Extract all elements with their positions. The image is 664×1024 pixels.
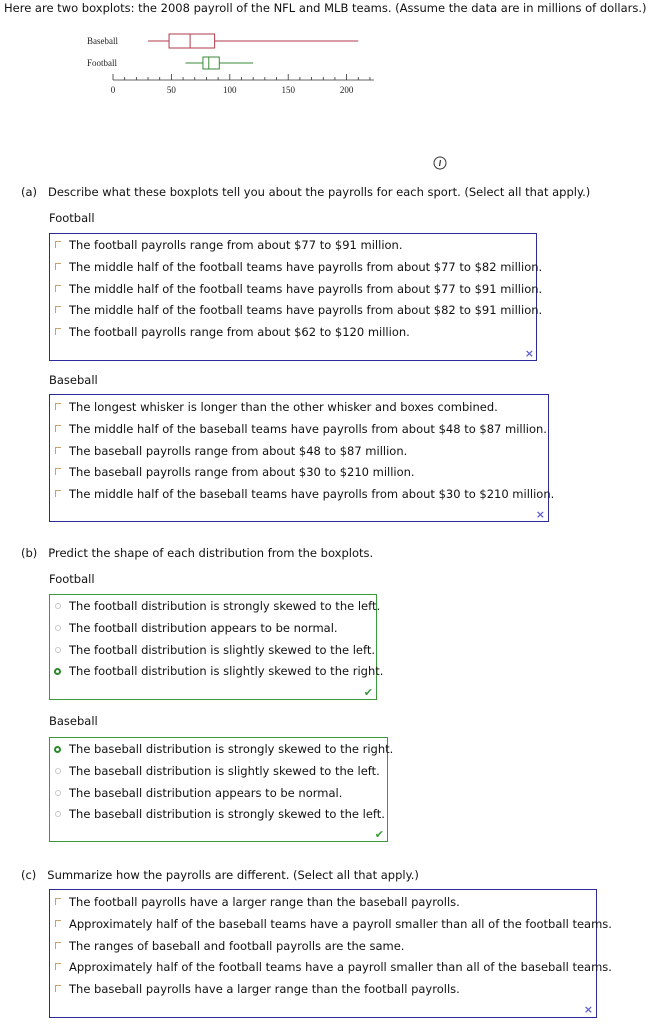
checkbox-icon[interactable] <box>54 897 62 907</box>
incorrect-icon: × <box>535 508 545 521</box>
option-checkbox[interactable]: The baseball payrolls range from about $48 to $87 million. <box>50 441 407 461</box>
option-checkbox[interactable]: The middle half of the baseball teams have payrolls from about $30 to $210 million. <box>50 484 554 504</box>
radio-selected-icon[interactable] <box>54 744 62 754</box>
correct-check-icon: ✔ <box>374 828 384 841</box>
option-radio[interactable]: The football distribution is strongly skewed to the left. <box>50 596 380 616</box>
checkbox-icon[interactable] <box>54 962 62 972</box>
checkbox-icon[interactable] <box>54 919 62 929</box>
boxplot-chart <box>0 28 400 100</box>
radio-icon[interactable] <box>54 809 62 819</box>
radio-selected-icon[interactable] <box>54 666 62 676</box>
radio-icon[interactable] <box>54 601 62 611</box>
radio-icon[interactable] <box>54 623 62 633</box>
checkbox-icon[interactable] <box>54 240 62 250</box>
option-radio-selected[interactable]: The baseball distribution is strongly skewed to the right. <box>50 739 393 759</box>
x-tick-label: 200 <box>339 85 354 95</box>
checkbox-icon[interactable] <box>54 489 62 499</box>
football-box <box>203 57 219 69</box>
option-checkbox[interactable]: The baseball payrolls range from about $30 to $210 million. <box>50 462 415 482</box>
option-checkbox[interactable]: The football payrolls range from about $77 to $91 million. <box>50 235 403 255</box>
x-tick-label: 150 <box>281 85 295 95</box>
info-icon[interactable] <box>433 156 447 170</box>
checkbox-icon[interactable] <box>54 402 62 412</box>
option-checkbox[interactable]: The football payrolls have a larger range than the baseball payrolls. <box>50 892 460 912</box>
part-b-baseball-heading: Baseball <box>49 714 98 728</box>
option-checkbox[interactable]: The football payrolls range from about $62 to $120 million. <box>50 322 410 342</box>
part-c-options <box>49 889 612 1018</box>
radio-icon[interactable] <box>54 766 62 776</box>
part-b-football-options <box>49 594 384 700</box>
checkbox-icon[interactable] <box>54 467 62 477</box>
option-radio[interactable]: The baseball distribution is slightly skewed to the left. <box>50 761 380 781</box>
radio-icon[interactable] <box>54 645 62 655</box>
option-radio-selected[interactable]: The football distribution is slightly skewed to the right. <box>50 661 383 681</box>
radio-icon[interactable] <box>54 788 62 798</box>
part-a-football-heading: Football <box>49 211 95 225</box>
baseball-box <box>169 34 215 48</box>
checkbox-icon[interactable] <box>54 284 62 294</box>
series-label-baseball: Baseball <box>87 36 118 46</box>
option-checkbox[interactable]: Approximately half of the baseball teams have a payroll smaller than all of the football teams. <box>50 914 612 934</box>
part-a-football-options <box>49 233 543 361</box>
series-label-football: Football <box>87 58 118 68</box>
checkbox-icon[interactable] <box>54 327 62 337</box>
option-checkbox[interactable]: Approximately half of the football teams have a payroll smaller than all of the baseball teams. <box>50 957 612 977</box>
checkbox-icon[interactable] <box>54 984 62 994</box>
x-tick-label: 0 <box>110 85 116 95</box>
option-radio[interactable]: The football distribution is slightly skewed to the left. <box>50 640 375 660</box>
option-radio[interactable]: The baseball distribution appears to be normal. <box>50 783 342 803</box>
checkbox-icon[interactable] <box>54 446 62 456</box>
incorrect-icon: × <box>524 347 534 360</box>
option-checkbox[interactable]: The middle half of the football teams have payrolls from about $77 to $82 million. <box>50 257 542 277</box>
x-tick-label: 50 <box>166 85 176 95</box>
correct-check-icon: ✔ <box>363 686 373 699</box>
part-b-football-heading: Football <box>49 572 95 586</box>
option-checkbox[interactable]: The longest whisker is longer than the other whisker and boxes combined. <box>50 397 498 417</box>
incorrect-icon: × <box>583 1003 593 1016</box>
option-radio[interactable]: The baseball distribution is strongly skewed to the left. <box>50 804 385 824</box>
part-b-question: (b) Predict the shape of each distribution from the boxplots. <box>21 546 374 560</box>
option-radio[interactable]: The football distribution appears to be normal. <box>50 618 338 638</box>
part-a-question: (a) Describe what these boxplots tell you about the payrolls for each sport. (Select all that apply.) <box>21 185 591 199</box>
option-checkbox[interactable]: The baseball payrolls have a larger range than the football payrolls. <box>50 979 460 999</box>
part-a-baseball-heading: Baseball <box>49 373 98 387</box>
option-checkbox[interactable]: The middle half of the football teams have payrolls from about $77 to $91 million. <box>50 279 542 299</box>
option-checkbox[interactable]: The ranges of baseball and football payrolls are the same. <box>50 936 404 956</box>
checkbox-icon[interactable] <box>54 305 62 315</box>
option-checkbox[interactable]: The middle half of the baseball teams have payrolls from about $48 to $87 million. <box>50 419 547 439</box>
checkbox-icon[interactable] <box>54 941 62 951</box>
part-c-question: (c) Summarize how the payrolls are different. (Select all that apply.) <box>21 868 419 882</box>
option-checkbox[interactable]: The middle half of the football teams have payrolls from about $82 to $91 million. <box>50 300 542 320</box>
checkbox-icon[interactable] <box>54 424 62 434</box>
checkbox-icon[interactable] <box>54 262 62 272</box>
part-b-baseball-options <box>49 737 394 842</box>
x-tick-label: 100 <box>223 85 237 95</box>
intro-text: Here are two boxplots: the 2008 payroll of the NFL and MLB teams. (Assume the data are in millions of dollars.) <box>4 1 647 15</box>
part-a-baseball-options <box>49 394 555 522</box>
